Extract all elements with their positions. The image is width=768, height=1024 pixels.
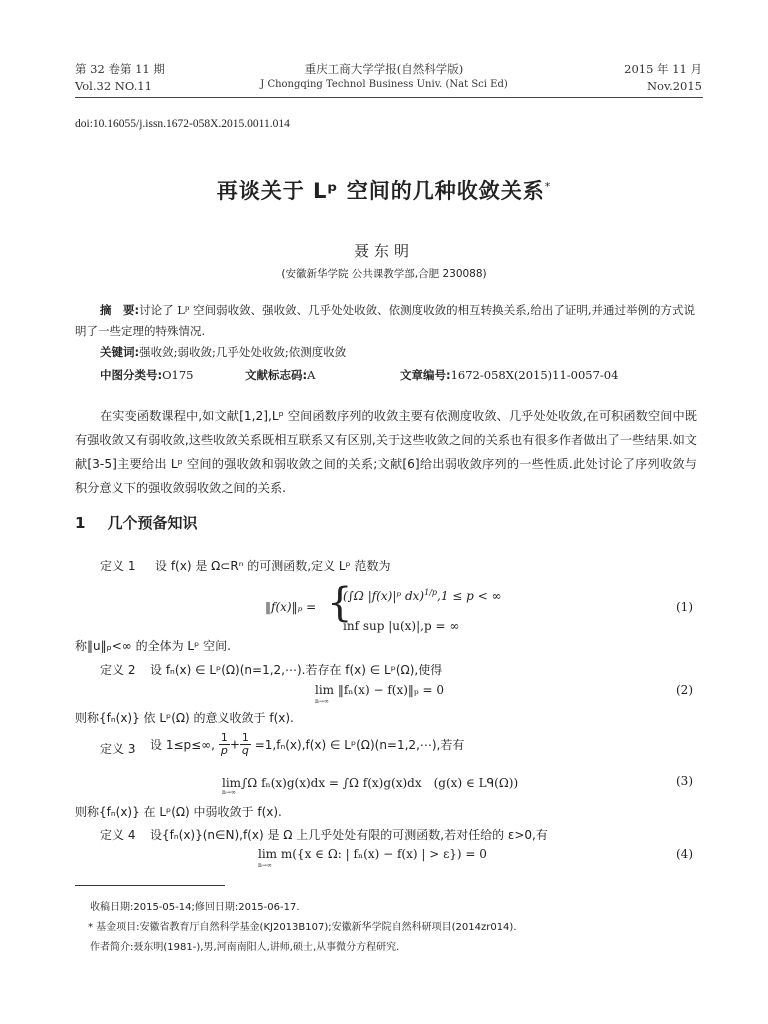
footnote-fund: * 基金项目:安徽省教育厅自然科学基金(KJ2013B107);安徽新华学院自然科研项目(2014zr014). [88, 922, 517, 933]
date-en: Nov.2015 [646, 79, 702, 93]
section-number: 1 [75, 514, 86, 532]
article-number-value: 1672-058X(2015)11-0057-04 [450, 368, 619, 382]
section-title: 几个预备知识 [107, 514, 198, 532]
doi: doi:10.16055/j.issn.1672-058X.2015.0011.014 [75, 118, 290, 130]
issue-cn: 第 32 卷第 11 期 [75, 62, 165, 76]
def1-brace: { [327, 580, 353, 626]
def1-row1-cond: ,1 ≤ p < ∞ [437, 589, 502, 603]
doc-code-value: A [307, 368, 316, 382]
clc-label: 中图分类号: [100, 368, 163, 382]
def4-eq: lim m({x ∈ Ω: | fₙ(x) − f(x) | > ε}) = 0 [258, 847, 487, 861]
def3-frac-p-den: p [220, 744, 228, 757]
keywords-text: 强收敛;弱收敛;几乎处处收敛;依测度收敛 [139, 345, 347, 359]
journal-en: J Chongqing Technol Business Univ. (Nat Sci Ed) [260, 79, 508, 90]
section-heading [75, 512, 197, 533]
article-number-label: 文章编号: [400, 368, 451, 382]
doc-code-label: 文献标志码: [245, 368, 308, 382]
def2-after: 则称{fₙ(x)} 依 Lᵖ(Ω) 的意义收敛于 f(x). [75, 711, 294, 725]
keywords-label: 关键词: [100, 345, 140, 359]
def3-text-b: =1,fₙ(x),f(x) ∈ Lᵖ(Ω)(n=1,2,⋯),若有 [254, 738, 465, 752]
clc-value: O175 [162, 368, 194, 382]
def1-text: 设 f(x) 是 Ω⊂Rⁿ 的可测函数,定义 Lᵖ 范数为 [155, 559, 391, 573]
footnote-received: 收稿日期:2015-05-14;修回日期:2015-06-17. [90, 902, 300, 913]
def1-row1-expr: (∫Ω |f(x)|ᵖ dx) [343, 589, 425, 603]
def1-row1-exponent: 1/p [424, 588, 438, 597]
keywords [100, 344, 346, 360]
title-footnote-mark: * [544, 180, 552, 193]
def4-label: 定义 4 [100, 828, 136, 842]
def3-label: 定义 3 [100, 742, 136, 756]
def3-text-a: 设 1≤p≤∞, [150, 738, 215, 752]
eq1-number: (1) [676, 600, 693, 614]
def3-after: 则称{fₙ(x)} 在 Lᵖ(Ω) 中弱收敛于 f(x). [75, 805, 282, 819]
def2-text: 设 fₙ(x) ∈ Lᵖ(Ω)(n=1,2,⋯).若存在 f(x) ∈ Lᵖ(Ω),使得 [150, 663, 443, 677]
def4-text: 设{fₙ(x)}(n∈N),f(x) 是 Ω 上几乎处处有限的可测函数,若对任给的 ε>0,有 [150, 828, 548, 842]
def3-frac-q-num: 1 [241, 731, 249, 744]
abstract [75, 300, 695, 342]
header-rule [75, 97, 703, 98]
footnote-author-bio: 作者简介:聂东明(1981-),男,河南南阳人,讲师,硕士,从事微分方程研究. [90, 942, 400, 953]
def1-row1 [343, 588, 502, 603]
clc-number [100, 367, 194, 383]
def3-text: 设 1≤p≤∞, $\frac{1}{p}$ + $\frac{1}{q}$ =1,fₙ(x),f(x) ∈ Lᵖ(Ω)(n=1,2,⋯),若有 [150, 731, 465, 757]
def3-eq-sub: n→∞ [222, 789, 236, 796]
def3-frac-p-num: 1 [220, 731, 228, 744]
def2-eq: lim ‖fₙ(x) − f(x)‖ₚ = 0 [315, 683, 445, 697]
def2-label: 定义 2 [100, 663, 136, 677]
journal-cn: 重庆工商大学学报(自然科学版) [304, 62, 464, 76]
paper-title-text: 再谈关于 Lᵖ 空间的几种收敛关系 [216, 179, 545, 203]
def1-label: 定义 1 [100, 559, 136, 573]
abstract-label: 摘 要: [100, 303, 140, 317]
eq2-number: (2) [676, 683, 693, 697]
def4-eq-sub: n→∞ [258, 862, 272, 869]
eq4-number: (4) [676, 847, 693, 861]
def1-eq-lhs: ‖f(x)‖ₚ = [265, 600, 317, 614]
def3-frac-p [219, 732, 230, 757]
issue-en: Vol.32 NO.11 [75, 79, 152, 93]
eq3-number: (3) [676, 774, 693, 788]
def3-eq: lim∫Ω fₙ(x)g(x)dx = ∫Ω f(x)g(x)dx (g(x) ∈ Lᑫ(Ω)) [222, 776, 519, 790]
date-cn: 2015 年 11 月 [624, 62, 702, 76]
intro-paragraph: 在实变函数课程中,如文献[1,2],Lᵖ 空间函数序列的收敛主要有依测度收敛、几乎处处收敛,在可积函数空间中既有强收敛又有弱收敛,这些收敛关系既相互联系又有区别,关于这些收敛之间的关系也有很多作者做出了一些结果.如文献[3-5]主要给出 Lᵖ 空间的强收敛和弱收敛之间的关系;文献[6]给出弱收敛序列的一些性质.此处讨论了序列收敛与积分意义下的强收敛弱收敛之间的关系. [75, 409, 697, 495]
article-number [400, 367, 618, 383]
abstract-text: 讨论了 Lᵖ 空间弱收敛、强收敛、几乎处处收敛、依测度收敛的相互转换关系,给出了证明,并通过举例的方式说明了一些定理的特殊情况. [75, 303, 695, 338]
def1-after: 称‖u‖ₚ<∞ 的全体为 Lᵖ 空间. [75, 639, 231, 653]
def2-eq-sub: n→∞ [315, 698, 329, 705]
def3-frac-q-den: q [241, 744, 249, 757]
def3-frac-q [240, 732, 251, 757]
author: 聂东明 [353, 242, 414, 260]
def1-row2: inf sup |u(x)|,p = ∞ [343, 619, 460, 633]
doc-code [245, 367, 315, 383]
paper-title [0, 175, 768, 205]
affiliation: (安徽新华学院 公共课教学部,合肥 230088) [281, 268, 487, 280]
footnote-rule [75, 885, 225, 886]
